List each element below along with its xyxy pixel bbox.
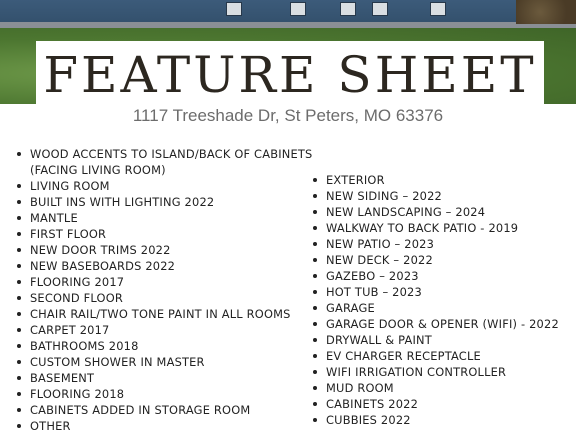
feature-list-left [17, 146, 317, 434]
list-item: NEW DOOR TRIMS 2022 [17, 242, 317, 258]
list-item: NEW LANDSCAPING – 2024 [313, 204, 576, 220]
list-item: CHAIR RAIL/TWO TONE PAINT IN ALL ROOMS [17, 306, 317, 322]
list-item: GARAGE DOOR & OPENER (WIFI) - 2022 [313, 316, 576, 332]
list-item: FLOORING 2017 [17, 274, 317, 290]
tree [516, 0, 576, 24]
list-item: BASEMENT [17, 370, 317, 386]
list-item: BATHROOMS 2018 [17, 338, 317, 354]
list-item: WALKWAY TO BACK PATIO - 2019 [313, 220, 576, 236]
list-item: EV CHARGER RECEPTACLE [313, 348, 576, 364]
list-item: MUD ROOM [313, 380, 576, 396]
list-item: OTHER [17, 418, 317, 434]
house-window [290, 2, 306, 16]
list-item: WOOD ACCENTS TO ISLAND/BACK OF CABINETS (FACING LIVING ROOM) [17, 146, 317, 178]
list-item: CARPET 2017 [17, 322, 317, 338]
list-item: NEW DECK – 2022 [313, 252, 576, 268]
property-address: 1117 Treeshade Dr, St Peters, MO 63376 [132, 106, 444, 125]
list-item: BUILT INS WITH LIGHTING 2022 [17, 194, 317, 210]
list-item: SECOND FLOOR [17, 290, 317, 306]
house-window [430, 2, 446, 16]
list-item: EXTERIOR [313, 172, 576, 188]
house-facade [0, 0, 560, 24]
list-item: FIRST FLOOR [17, 226, 317, 242]
list-item: FLOORING 2018 [17, 386, 317, 402]
list-item: NEW SIDING – 2022 [313, 188, 576, 204]
feature-list-right [313, 172, 576, 428]
house-window [372, 2, 388, 16]
house-window [340, 2, 356, 16]
list-item: CABINETS ADDED IN STORAGE ROOM [17, 402, 317, 418]
list-item: CUBBIES 2022 [313, 412, 576, 428]
list-item: GAZEBO – 2023 [313, 268, 576, 284]
list-item: MANTLE [17, 210, 317, 226]
page-title: FEATURE SHEET [43, 46, 537, 104]
title-card [36, 41, 544, 104]
list-item: CUSTOM SHOWER IN MASTER [17, 354, 317, 370]
list-item: WIFI IRRIGATION CONTROLLER [313, 364, 576, 380]
list-item: NEW PATIO – 2023 [313, 236, 576, 252]
list-item: CABINETS 2022 [313, 396, 576, 412]
list-item: LIVING ROOM [17, 178, 317, 194]
list-item: HOT TUB – 2023 [313, 284, 576, 300]
list-item: GARAGE [313, 300, 576, 316]
list-item: DRYWALL & PAINT [313, 332, 576, 348]
house-window [226, 2, 242, 16]
list-item: NEW BASEBOARDS 2022 [17, 258, 317, 274]
